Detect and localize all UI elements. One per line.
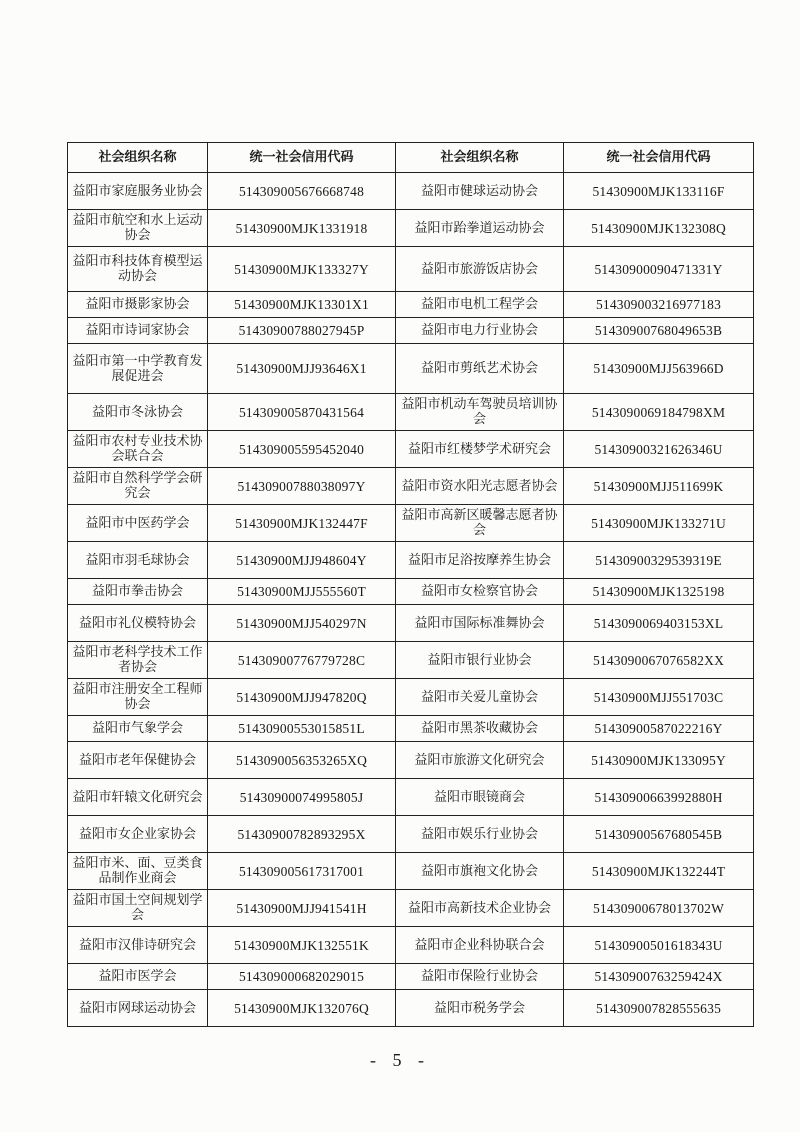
org-name-cell: 益阳市电力行业协会 [396, 318, 564, 344]
org-name-cell: 益阳市跆拳道运动协会 [396, 210, 564, 247]
credit-code-cell: 51430900MJJ563966D [564, 344, 754, 394]
credit-code-cell: 51430900321626346U [564, 431, 754, 468]
table-row [68, 247, 754, 292]
table-header-row [68, 143, 754, 173]
credit-code-cell: 51430900MJJ551703C [564, 679, 754, 716]
org-name-cell: 益阳市女企业家协会 [68, 816, 208, 853]
credit-code-cell: 5143090056353265XQ [208, 742, 396, 779]
org-name-cell: 益阳市资水阳光志愿者协会 [396, 468, 564, 505]
credit-code-cell: 5143090069403153XL [564, 605, 754, 642]
org-name-cell: 益阳市旅游饭店协会 [396, 247, 564, 292]
org-name-cell: 益阳市女检察官协会 [396, 579, 564, 605]
org-name-cell: 益阳市米、面、豆类食品制作业商会 [68, 853, 208, 890]
table-row [68, 964, 754, 990]
org-name-cell: 益阳市拳击协会 [68, 579, 208, 605]
org-name-cell: 益阳市企业科协联合会 [396, 927, 564, 964]
org-name-cell: 益阳市自然科学学会研究会 [68, 468, 208, 505]
org-name-cell: 益阳市国际标准舞协会 [396, 605, 564, 642]
org-name-cell: 益阳市羽毛球协会 [68, 542, 208, 579]
credit-code-cell: 51430900MJJ555560T [208, 579, 396, 605]
credit-code-cell: 51430900MJJ948604Y [208, 542, 396, 579]
org-name-cell: 益阳市第一中学教育发展促进会 [68, 344, 208, 394]
table-row [68, 642, 754, 679]
org-name-cell: 益阳市关爱儿童协会 [396, 679, 564, 716]
table-row [68, 468, 754, 505]
table-row [68, 816, 754, 853]
org-name-cell: 益阳市科技体育模型运动协会 [68, 247, 208, 292]
org-name-cell: 益阳市老年保健协会 [68, 742, 208, 779]
org-name-cell: 益阳市高新区暖馨志愿者协会 [396, 505, 564, 542]
credit-code-cell: 51430900MJJ947820Q [208, 679, 396, 716]
credit-code-cell: 51430900MJK13301X1 [208, 292, 396, 318]
org-name-cell: 益阳市电机工程学会 [396, 292, 564, 318]
header-credit-code-left: 统一社会信用代码 [208, 143, 396, 173]
credit-code-cell: 51430900768049653B [564, 318, 754, 344]
org-name-cell: 益阳市剪纸艺术协会 [396, 344, 564, 394]
credit-code-cell: 51430900678013702W [564, 890, 754, 927]
table-row [68, 990, 754, 1027]
org-name-cell: 益阳市高新技术企业协会 [396, 890, 564, 927]
table-row [68, 394, 754, 431]
credit-code-cell: 51430900MJJ941541H [208, 890, 396, 927]
table-row [68, 210, 754, 247]
org-name-cell: 益阳市黑茶收藏协会 [396, 716, 564, 742]
table-row [68, 505, 754, 542]
org-name-cell: 益阳市摄影家协会 [68, 292, 208, 318]
org-name-cell: 益阳市旅游文化研究会 [396, 742, 564, 779]
header-credit-code-right: 统一社会信用代码 [564, 143, 754, 173]
table-row [68, 542, 754, 579]
credit-code-cell: 5143090067076582XX [564, 642, 754, 679]
credit-code-cell: 51430900782893295X [208, 816, 396, 853]
org-name-cell: 益阳市礼仪模特协会 [68, 605, 208, 642]
credit-code-cell: 51430900MJK133271U [564, 505, 754, 542]
credit-code-cell: 51430900MJK133095Y [564, 742, 754, 779]
page-number: - 5 - [370, 1050, 430, 1070]
table-row [68, 927, 754, 964]
credit-code-cell: 51430900MJK133116F [564, 173, 754, 210]
org-name-cell: 益阳市注册安全工程师协会 [68, 679, 208, 716]
org-name-cell: 益阳市轩辕文化研究会 [68, 779, 208, 816]
credit-code-cell: 51430900MJK1325198 [564, 579, 754, 605]
credit-code-cell: 51430900567680545B [564, 816, 754, 853]
credit-code-cell: 514309005870431564 [208, 394, 396, 431]
credit-code-cell: 514309005617317001 [208, 853, 396, 890]
table-row [68, 853, 754, 890]
table-row [68, 605, 754, 642]
org-name-cell: 益阳市旗袍文化协会 [396, 853, 564, 890]
table-row [68, 318, 754, 344]
table-row [68, 173, 754, 210]
credit-code-cell: 51430900663992880H [564, 779, 754, 816]
org-name-cell: 益阳市国土空间规划学会 [68, 890, 208, 927]
credit-code-cell: 51430900MJJ511699K [564, 468, 754, 505]
table-row [68, 716, 754, 742]
credit-code-cell: 51430900553015851L [208, 716, 396, 742]
org-name-cell: 益阳市娱乐行业协会 [396, 816, 564, 853]
org-name-cell: 益阳市健球运动协会 [396, 173, 564, 210]
credit-code-cell: 51430900MJJ540297N [208, 605, 396, 642]
table-row [68, 579, 754, 605]
credit-code-cell: 51430900788027945P [208, 318, 396, 344]
credit-code-cell: 51430900MJK132244T [564, 853, 754, 890]
organization-table [67, 142, 754, 1027]
org-name-cell: 益阳市银行业协会 [396, 642, 564, 679]
credit-code-cell: 51430900090471331Y [564, 247, 754, 292]
table-row [68, 742, 754, 779]
credit-code-cell: 51430900329539319E [564, 542, 754, 579]
credit-code-cell: 514309000682029015 [208, 964, 396, 990]
org-name-cell: 益阳市冬泳协会 [68, 394, 208, 431]
credit-code-cell: 51430900MJK132447F [208, 505, 396, 542]
credit-code-cell: 51430900MJK133327Y [208, 247, 396, 292]
table-row [68, 779, 754, 816]
org-name-cell: 益阳市医学会 [68, 964, 208, 990]
credit-code-cell: 51430900MJK132076Q [208, 990, 396, 1027]
org-name-cell: 益阳市税务学会 [396, 990, 564, 1027]
table-row [68, 292, 754, 318]
table-row [68, 679, 754, 716]
org-name-cell: 益阳市航空和水上运动协会 [68, 210, 208, 247]
org-name-cell: 益阳市中医药学会 [68, 505, 208, 542]
credit-code-cell: 51430900MJK1331918 [208, 210, 396, 247]
credit-code-cell: 51430900587022216Y [564, 716, 754, 742]
table-body [68, 173, 754, 1027]
credit-code-cell: 514309007828555635 [564, 990, 754, 1027]
org-name-cell: 益阳市老科学技术工作者协会 [68, 642, 208, 679]
credit-code-cell: 51430900776779728C [208, 642, 396, 679]
credit-code-cell: 514309003216977183 [564, 292, 754, 318]
org-name-cell: 益阳市家庭服务业协会 [68, 173, 208, 210]
credit-code-cell: 51430900788038097Y [208, 468, 396, 505]
org-name-cell: 益阳市汉俳诗研究会 [68, 927, 208, 964]
org-name-cell: 益阳市农村专业技术协会联合会 [68, 431, 208, 468]
org-name-cell: 益阳市红楼梦学术研究会 [396, 431, 564, 468]
org-name-cell: 益阳市气象学会 [68, 716, 208, 742]
table-row [68, 344, 754, 394]
credit-code-cell: 51430900MJK132308Q [564, 210, 754, 247]
credit-code-cell: 514309005676668748 [208, 173, 396, 210]
header-org-name-right: 社会组织名称 [396, 143, 564, 173]
header-org-name-left: 社会组织名称 [68, 143, 208, 173]
org-name-cell: 益阳市机动车驾驶员培训协会 [396, 394, 564, 431]
org-name-cell: 益阳市眼镜商会 [396, 779, 564, 816]
credit-code-cell: 51430900763259424X [564, 964, 754, 990]
org-name-cell: 益阳市足浴按摩养生协会 [396, 542, 564, 579]
table-row [68, 890, 754, 927]
org-name-cell: 益阳市网球运动协会 [68, 990, 208, 1027]
credit-code-cell: 514309005595452040 [208, 431, 396, 468]
credit-code-cell: 51430900501618343U [564, 927, 754, 964]
credit-code-cell: 51430900MJJ93646X1 [208, 344, 396, 394]
org-name-cell: 益阳市保险行业协会 [396, 964, 564, 990]
credit-code-cell: 51430900MJK132551K [208, 927, 396, 964]
credit-code-cell: 51430900074995805J [208, 779, 396, 816]
credit-code-cell: 5143090069184798XM [564, 394, 754, 431]
table-row [68, 431, 754, 468]
org-name-cell: 益阳市诗词家协会 [68, 318, 208, 344]
